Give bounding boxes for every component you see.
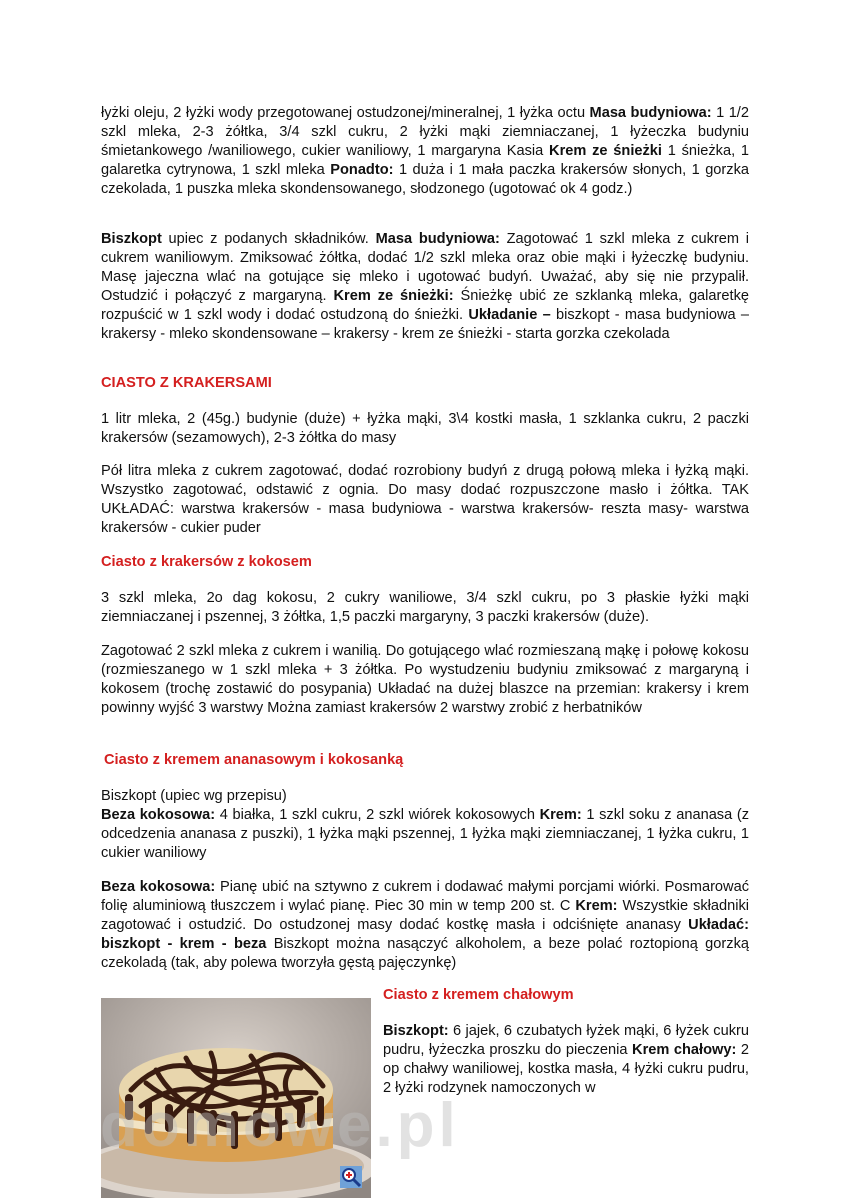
text: 2 op chałwy waniliowej, kostka masła, 4 łyżki cukru pudru, 2 łyżki rodzynek namoczonych w (383, 1042, 750, 1096)
text: 1 duża i 1 mała paczka krakersów słonych, 1 gorzka czekolada, 1 puszka mleka skondensowanego, słodzonego (ugotować ok 4 godz.) (101, 162, 749, 197)
bold-label: Ponadto: (330, 162, 394, 178)
bold-label: Krem: (575, 898, 618, 914)
text: Pianę ubić na sztywno z cukrem i dodawać małymi porcjami wiórki. Posmarować folię aluminiową tłuszczem i wylać pianę. Piec 30 min w temp 200 st. C (101, 879, 750, 914)
text: Śnieżkę ubić ze szklanką mleka, galaretkę rozpuścić w 1 szkl wody i dodać ostudzoną do śnieżki. (101, 288, 749, 323)
bold-label: Krem ze śnieżki: (333, 288, 454, 304)
bold-label: Masa budyniowa: (589, 105, 712, 121)
text: łyżki oleju, 2 łyżki wody przegotowanej ostudzonej/mineralnej, 1 łyżka octu (101, 105, 590, 121)
zoom-icon[interactable] (340, 1166, 362, 1188)
recipe-title-krakersami: CIASTO Z KRAKERSAMI (101, 375, 272, 391)
bold-label: Krem ze śnieżki (549, 143, 662, 159)
text: Wszystkie składniki zagotować i ostudzić. Do ostudzonej masy dodać kostkę masła i odciśnięte ananasy (101, 898, 749, 933)
bold-label: Beza kokosowa: (101, 879, 216, 895)
bold-label: Układanie – (468, 307, 551, 323)
bold-label: Biszkopt (101, 231, 162, 247)
recipe-ingredients: 1 litr mleka, 2 (45g.) budynie (duże) + łyżka mąki, 3\4 kostki masła, 1 szklanka cukru, 2 paczki krakersów (sezamowych), 2-3 żółtka do masy (101, 411, 749, 446)
recipe-title-kokosem: Ciasto z krakersów z kokosem (101, 554, 312, 570)
text: 1 szkl soku z ananasa (z odcedzenia ananasa z puszki), 1 łyżka mąki pszennej, 1 łyżka mąki ziemniaczanej, 1 łyżka cukru, 1 cukier waniliowy (101, 807, 749, 861)
text: 6 jajek, 6 czubatych łyżek mąki, 6 łyżek cukru pudru, łyżeczka proszku do pieczenia (383, 1023, 749, 1058)
recipe-method: Zagotować 2 szkl mleka z cukrem i wanilią. Do gotującego wlać rozmieszaną mąkę i połowę kokosu (rozmieszanego w 1 szkl mleka + 3 żółtka. Po wystudzeniu budyniu zmiksować z margaryną i kokosem (trochę zostawić do posypania) Układać na dużej blaszce na przemian: krakersy i krem powinny wyjść 3 warstwy Można zamiast krakersów 2 warstwy zrobić z herbatników (101, 643, 749, 716)
bold-label: Beza kokosowa: (101, 807, 216, 823)
recipe-ingredients (101, 806, 749, 863)
text: Biszkopt można nasączyć alkoholem, a beze polać roztopioną gorzką czekoladą (tak, aby polewa tworzyła gęstą pajęczynkę) (101, 936, 749, 971)
recipe-ingredients (383, 1022, 749, 1098)
recipe-title-ananasowym: Ciasto z kremem ananasowym i kokosanką (104, 752, 404, 768)
text: upiec z podanych składników. (161, 231, 376, 247)
recipe-method (101, 878, 749, 973)
recipe-ingredients: 3 szkl mleka, 2o dag kokosu, 2 cukry waniliowe, 3/4 szkl cukru, po 3 płaskie łyżki mąki ziemniaczanej i pszennej, 3 żółtka, 1,5 paczki margaryny, 3 paczki krakersów (duże). (101, 590, 749, 625)
recipe-title-chalowym: Ciasto z kremem chałowym (383, 987, 574, 1003)
intro-method (101, 230, 749, 344)
text: Zagotować 1 szkl mleka z cukrem i cukrem waniliowym. Zmiksować żółtka, dodać 1/2 szkl mleka oraz obie mąki i łyżeczkę budyniu. Masę jajeczna wlać na gotujące się mleko i ugotować budyń. Uważać, aby się nie przypalił. Ostudzić i połączyć z margaryną. (101, 231, 749, 304)
text: 1 1/2 szkl mleka, 2-3 żółtka, 3/4 szkl cukru, 2 łyżki mąki ziemniaczanej, 1 łyżeczka budyniu śmietankowego /waniliowego, cukier waniliowy, 1 margaryna Kasia (101, 105, 749, 159)
cake-illustration (101, 998, 371, 1198)
text: biszkopt - masa budyniowa – krakersy - mleko skondensowane – krakersy - krem ze śnieżki - starta gorzka czekolada (101, 307, 749, 342)
cake-photo[interactable] (101, 998, 371, 1198)
intro-ingredients (101, 104, 749, 199)
bold-label: Biszkopt: (383, 1023, 449, 1039)
watermark: domowe.pl (100, 1091, 460, 1160)
bold-label: Układać: biszkopt - krem - beza (101, 917, 749, 952)
bold-label: Krem: (539, 807, 582, 823)
text: 1 śnieżka, 1 galaretka cytrynowa, 1 szkl mleka (101, 143, 750, 178)
text: 4 białka, 1 szkl cukru, 2 szkl wiórek kokosowych (215, 807, 540, 823)
recipe-note: Biszkopt (upiec wg przepisu) (101, 788, 287, 804)
bold-label: Krem chałowy: (632, 1042, 737, 1058)
recipe-method: Pół litra mleka z cukrem zagotować, dodać rozrobiony budyń z drugą połową mleka i łyżką mąki. Wszystko zagotować, odstawić z ognia. Do masy dodać rozpuszczone masło i żółtka. TAK UKŁADAĆ: warstwa krakersów - masa budyniowa - warstwa krakersów- reszta masy- warstwa krakersów - cukier puder (101, 463, 749, 536)
bold-label: Masa budyniowa: (375, 231, 500, 247)
